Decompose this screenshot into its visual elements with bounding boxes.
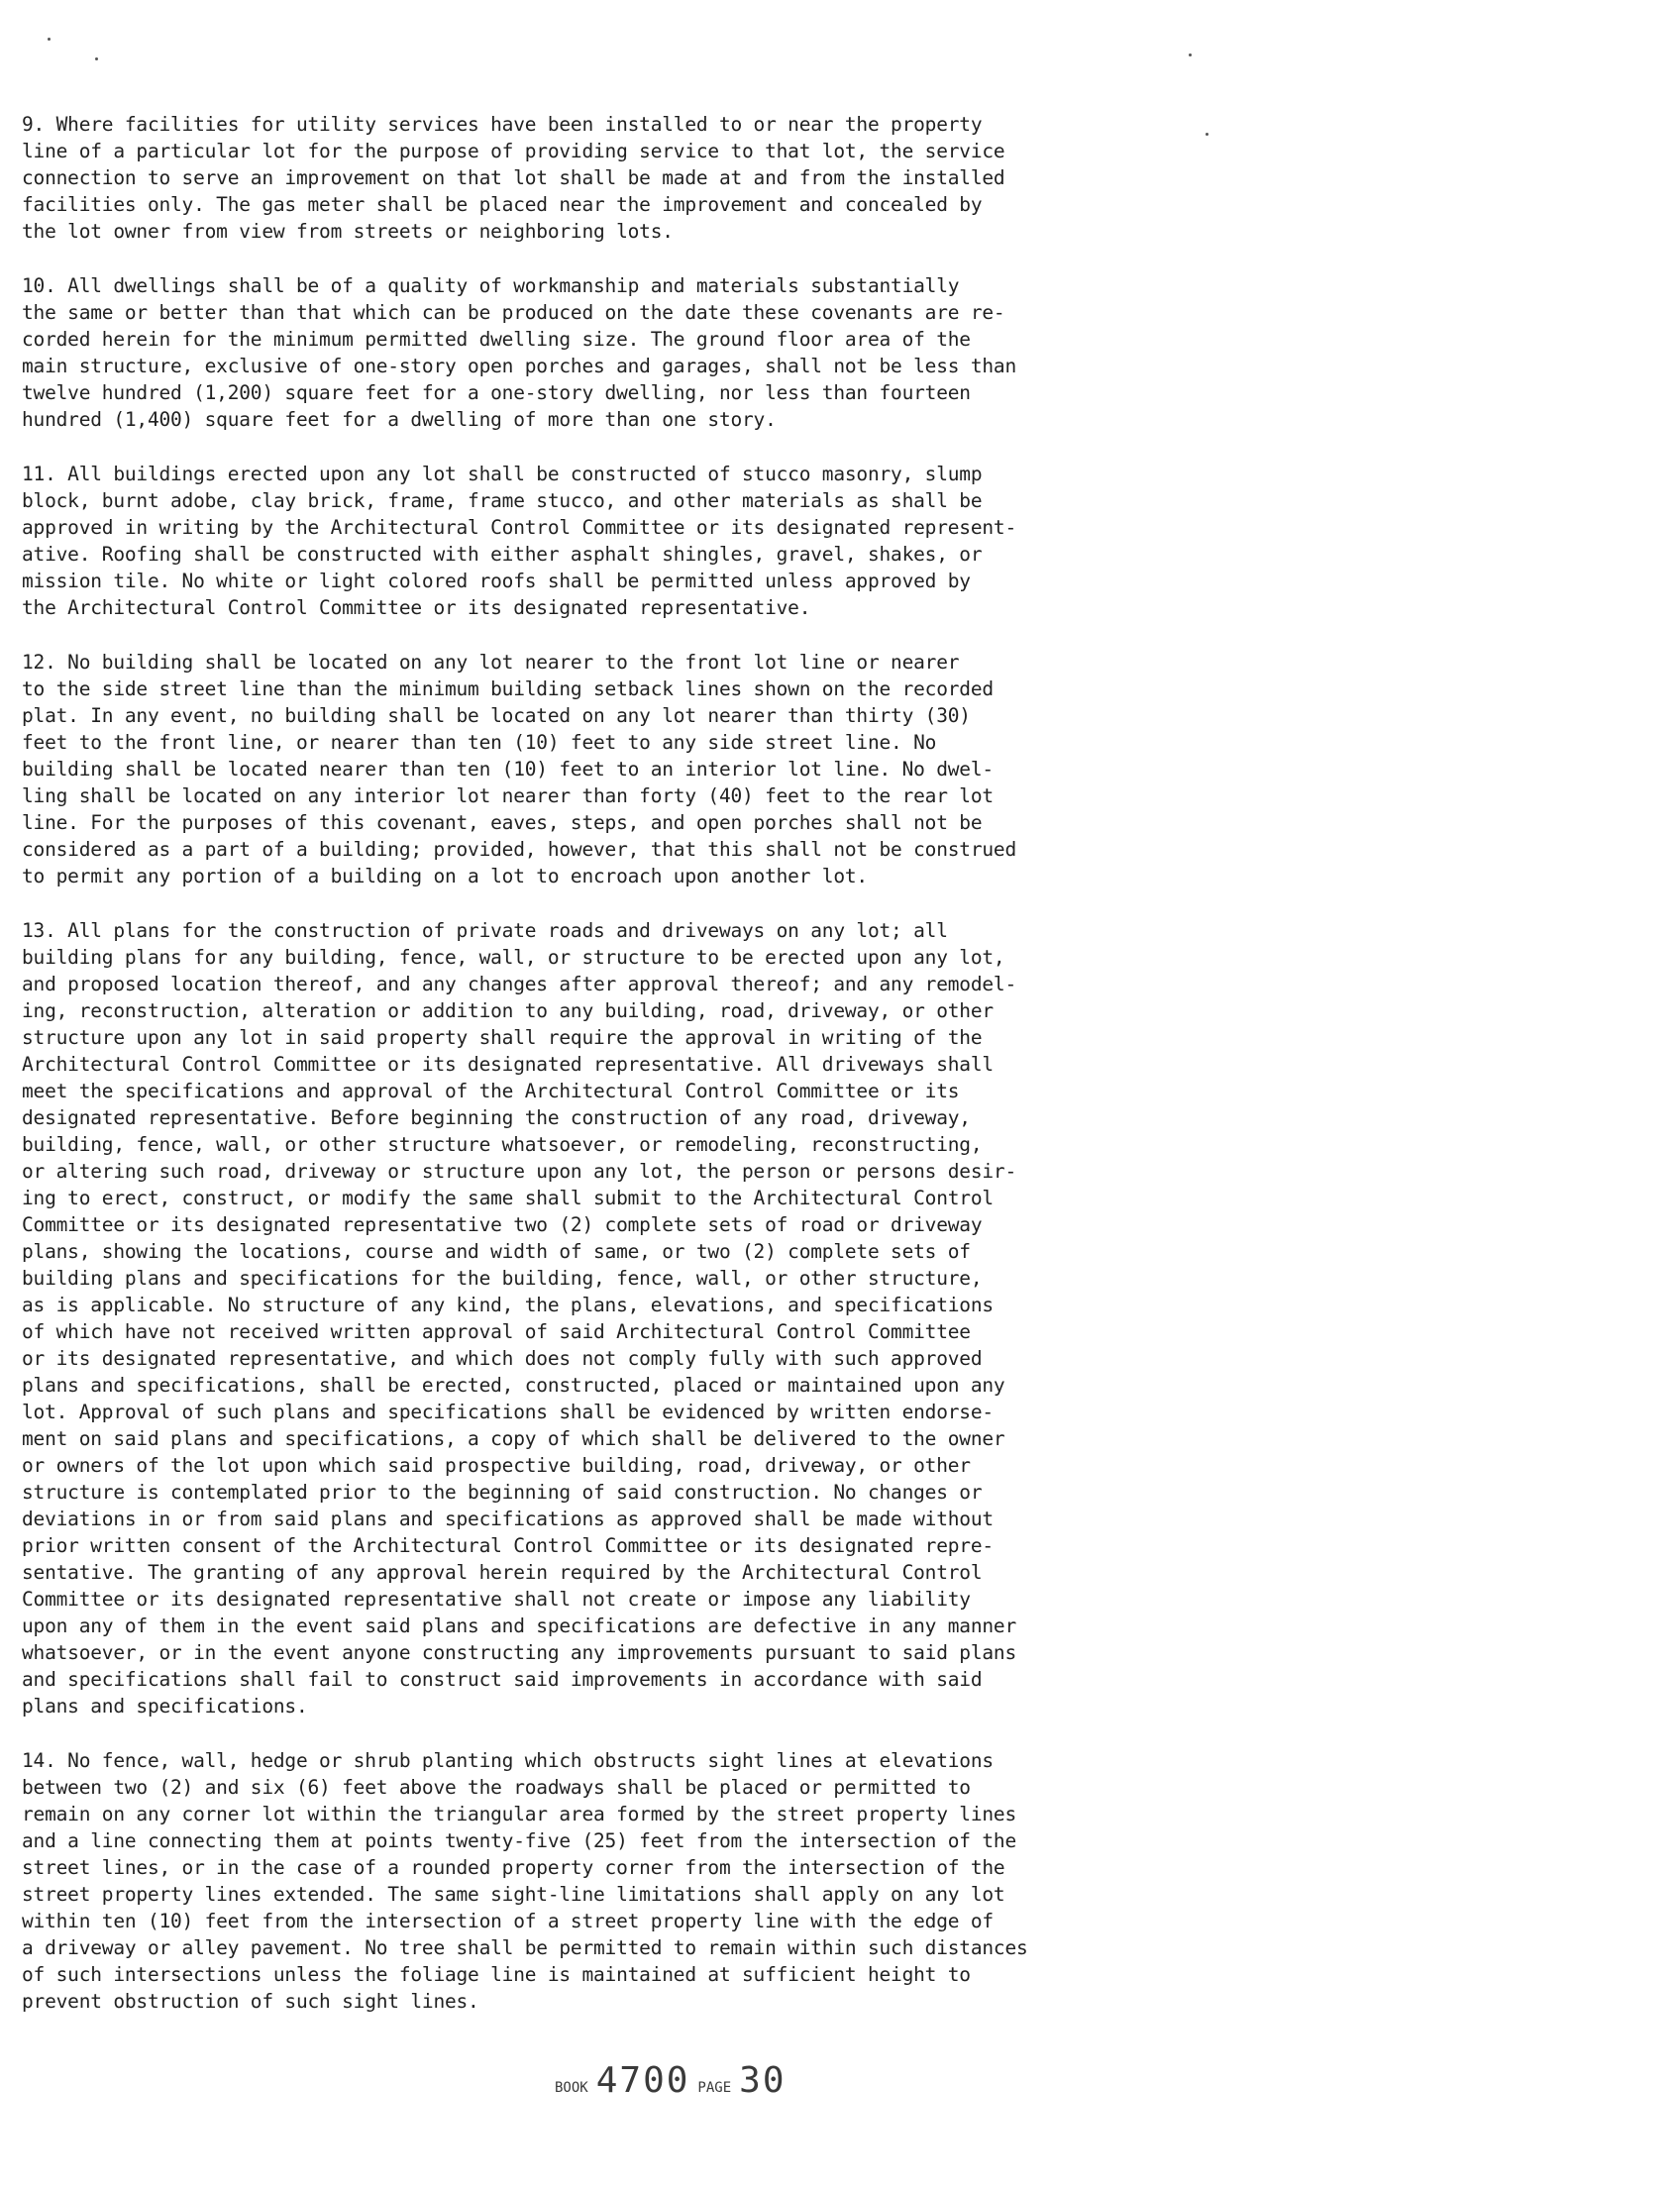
covenant-9: 9. Where facilities for utility services have been installed to or near the property line of a particular lot for the purpose of providing service to that lot, the service connection to serve an improvement on that lot shall be made at and from the installed facilities only. The gas meter shall be placed near the improvement and concealed by the lot owner from view from streets or neighboring lots. bbox=[22, 113, 1005, 243]
covenant-13: 13. All plans for the construction of private roads and driveways on any lot; all building plans for any building, fence, wall, or structure to be erected upon any lot, and proposed location thereof, and any changes after approval thereof; and any remodel- ing, reconstruction, alteration or addition to any building, road, driveway, or other structure upon any lot in said property shall require the approval in writing of the Architectural Control Committee or its designated representative. All driveways shall meet the specifications and approval of the Architectural Control Committee or its designated representative. Before beginning the construction of any road, driveway, building, fence, wall, or other structure whatsoever, or remodeling, reconstructing, or altering such road, driveway or structure upon any lot, the person or persons desir- ing to erect, construct, or modify the same shall submit to the Architectural Control Committee or its designated representative two (2) complete sets of road or driveway plans, showing the locations, course and width of same, or two (2) complete sets of building plans and specifications for the building, fence, wall, or other structure, as is applicable. No structure of any kind, the plans, elevations, and specifications of which have not received written approval of said Architectural Control Committee or its designated representative, and which does not comply fully with such approved plans and specifications, shall be erected, constructed, placed or maintained upon any lot. Approval of such plans and specifications shall be evidenced by written endorse- ment on said plans and specifications, a copy of which shall be delivered to the owner or owners of the lot upon which said prospective building, road, driveway, or other structure is contemplated prior to the beginning of said construction. No changes or deviations in or from said plans and specifications as approved shall be made without prior written consent of the Architectural Control Committee or its designated repre- sentative. The granting of any approval herein required by the Architectural Control Committee or its designated representative shall not create or impose any liability upon any of them in the event said plans and specifications are defective in any manner whatsoever, or in the event anyone constructing any improvements pursuant to said plans and specifications shall fail to construct said improvements in accordance with said plans and specifications. bbox=[22, 919, 1016, 1718]
scan-speck bbox=[1206, 133, 1208, 136]
scan-speck bbox=[48, 38, 51, 41]
scan-speck bbox=[1189, 53, 1192, 56]
covenant-10: 10. All dwellings shall be of a quality of workmanship and materials substantially the same or better than that which can be produced on the date these covenants are re- corded herein for the minimum permitted dwelling size. The ground floor area of the main structure, exclusive of one-story open porches and garages, shall not be less than twelve hundred (1,200) square feet for a one-story dwelling, nor less than fourteen hundred (1,400) square feet for a dwelling of more than one story. bbox=[22, 274, 1016, 431]
covenant-11: 11. All buildings erected upon any lot shall be constructed of stucco masonry, slump block, burnt adobe, clay brick, frame, frame stucco, and other materials as shall be approved in writing by the Architectural Control Committee or its designated represent- ative. Roofing shall be constructed with either asphalt shingles, gravel, shakes, or mission tile. No white or light colored roofs shall be permitted unless approved by the Architectural Control Committee or its designated representative. bbox=[22, 463, 1016, 619]
book-number: 4700 bbox=[595, 2060, 690, 2101]
covenant-12: 12. No building shall be located on any lot nearer to the front lot line or nearer to the side street line than the minimum building setback lines shown on the recorded plat. In any event, no building shall be located on any lot nearer than thirty (30) feet to the front line, or nearer than ten (10) feet to any side street line. No building shall be located nearer than ten (10) feet to an interior lot line. No dwel- ling shall be located on any interior lot nearer than forty (40) feet to the rear lot line. For the purposes of this covenant, eaves, steps, and open porches shall not be considered as a part of a building; provided, however, that this shall not be construed to permit any portion of a building on a lot to encroach upon another lot. bbox=[22, 651, 1016, 887]
book-page-stamp bbox=[555, 2060, 787, 2101]
book-label: BOOK bbox=[555, 2080, 588, 2096]
page-label: PAGE bbox=[697, 2080, 732, 2096]
covenant-14: 14. No fence, wall, hedge or shrub planting which obstructs sight lines at elevations between two (2) and six (6) feet above the roadways shall be placed or permitted to remain on any corner lot within the triangular area formed by the street property lines and a line connecting them at points twenty-five (25) feet from the intersection of the street lines, or in the case of a rounded property corner from the intersection of the street property lines extended. The same sight-line limitations shall apply on any lot within ten (10) feet from the intersection of a street property line with the edge of a driveway or alley pavement. No tree shall be permitted to remain within such distances of such intersections unless the foliage line is maintained at sufficient height to prevent obstruction of such sight lines. bbox=[22, 1749, 1028, 2013]
page-number: 30 bbox=[739, 2060, 787, 2101]
document-page bbox=[22, 111, 1201, 2042]
scan-speck bbox=[95, 57, 98, 60]
